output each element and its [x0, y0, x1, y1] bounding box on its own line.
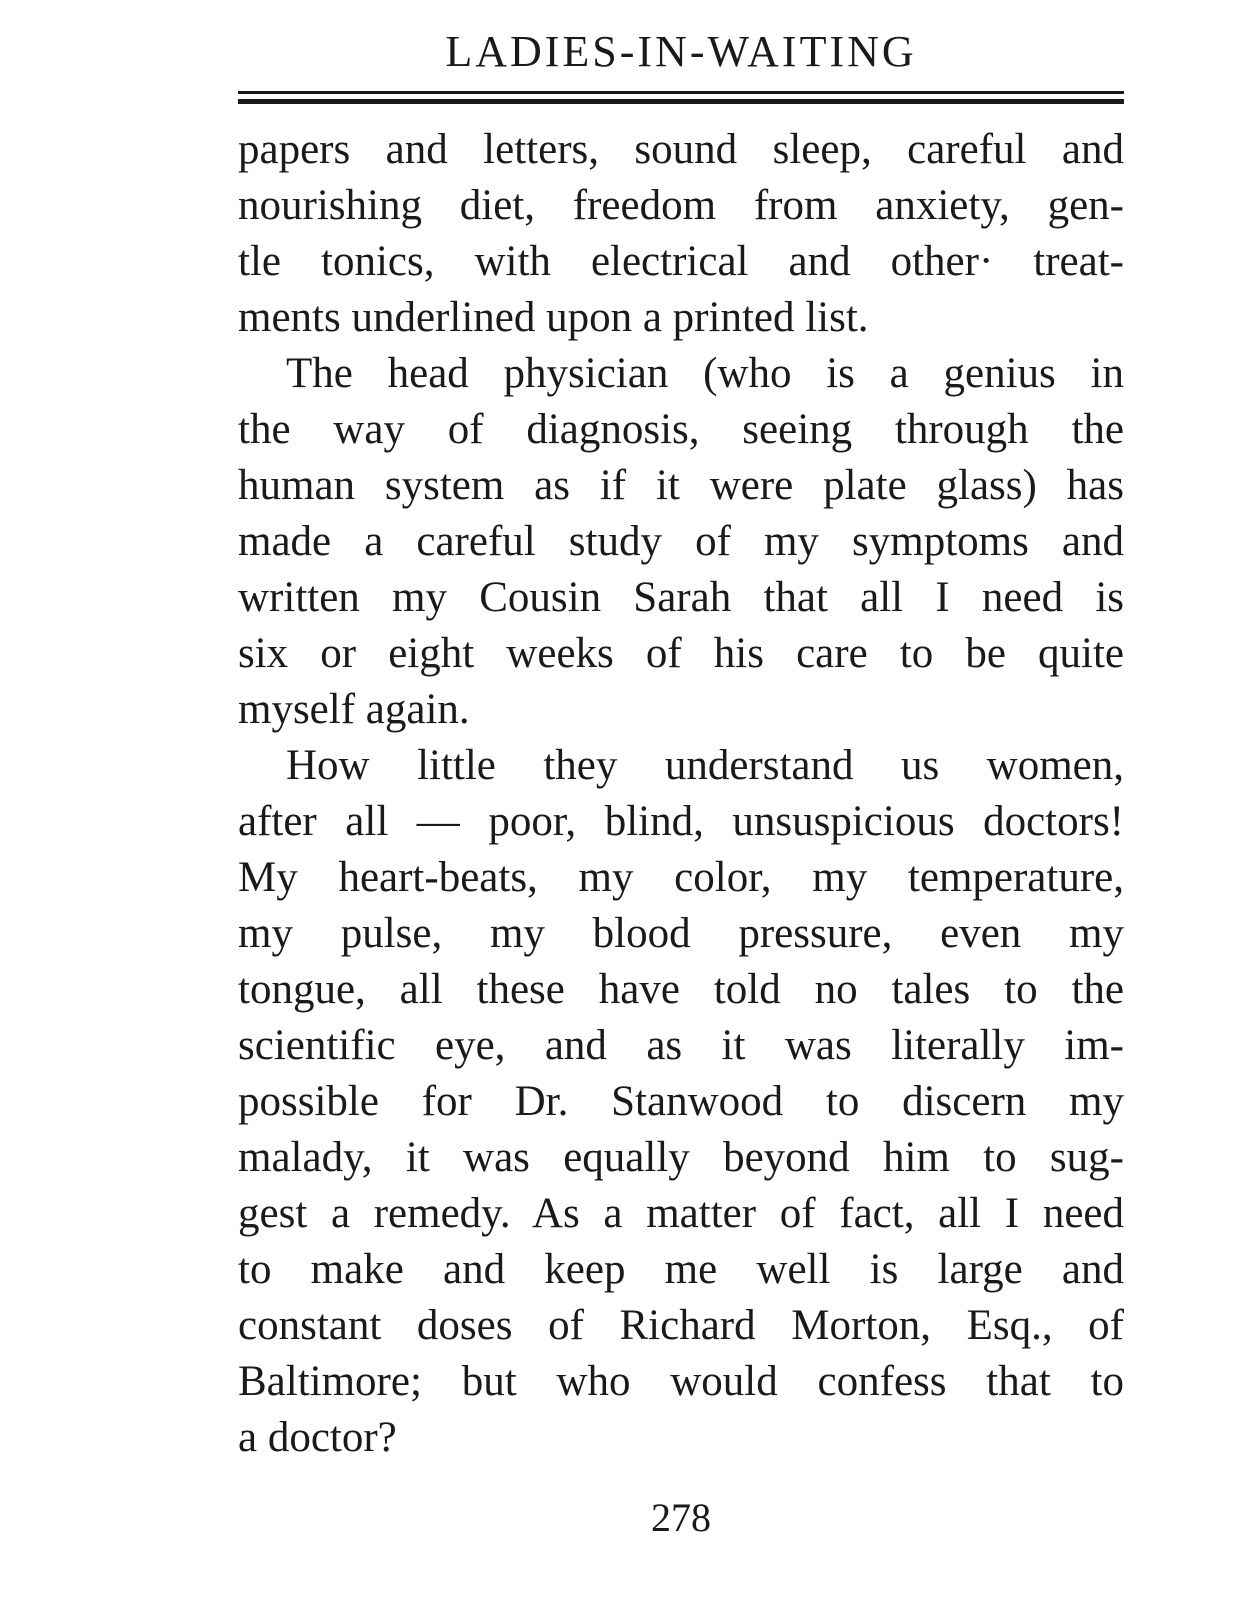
body-text	[238, 122, 1124, 1466]
text-line: six or eight weeks of his care to be quite	[238, 630, 1124, 677]
text-line: My heart-beats, my color, my temperature,	[238, 854, 1124, 901]
text-line: to make and keep me well is large and	[238, 1246, 1124, 1293]
text-line: my pulse, my blood pressure, even my	[238, 910, 1124, 957]
text-line: a doctor?	[238, 1414, 397, 1461]
text-line: after all — poor, blind, unsuspicious doctors!	[238, 798, 1124, 845]
text-line: made a careful study of my symptoms and	[238, 518, 1124, 565]
text-line: possible for Dr. Stanwood to discern my	[238, 1078, 1124, 1125]
text-line: myself again.	[238, 686, 470, 733]
text-line: malady, it was equally beyond him to sug-	[238, 1134, 1124, 1181]
text-line: papers and letters, sound sleep, careful and	[238, 126, 1124, 173]
text-line: scientific eye, and as it was literally im-	[238, 1022, 1124, 1069]
text-line: tle tonics, with electrical and other· treat-	[238, 238, 1124, 285]
text-line: ments underlined upon a printed list.	[238, 294, 869, 341]
text-line: the way of diagnosis, seeing through the	[238, 406, 1124, 453]
text-line: human system as if it were plate glass) has	[238, 462, 1124, 509]
text-line: Baltimore; but who would confess that to	[238, 1358, 1124, 1405]
text-line: gest a remedy. As a matter of fact, all I need	[238, 1190, 1124, 1237]
text-line: tongue, all these have told no tales to the	[238, 966, 1124, 1013]
text-line: The head physician (who is a genius in	[286, 350, 1124, 397]
header-rule-thick	[238, 99, 1124, 104]
text-line: nourishing diet, freedom from anxiety, gen-	[238, 182, 1124, 229]
text-line: written my Cousin Sarah that all I need is	[238, 574, 1124, 621]
text-line: How little they understand us women,	[286, 742, 1124, 789]
header-rule-thin	[238, 91, 1124, 94]
running-head: LADIES-IN-WAITING	[445, 27, 917, 76]
page-number: 278	[651, 1495, 711, 1540]
text-line: constant doses of Richard Morton, Esq., of	[238, 1302, 1124, 1349]
